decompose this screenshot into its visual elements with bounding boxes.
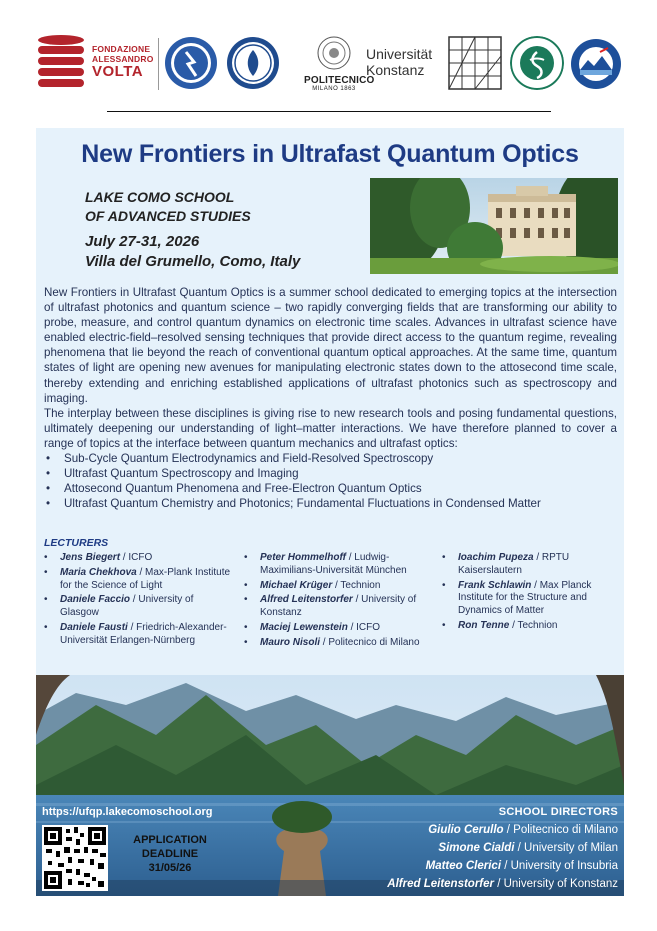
studiorum-seal-icon [510,36,564,90]
description-para-2: The interplay between these disciplines is giving rise to new research tools and posing fundamental questions, ultimately deepening our understanding of light–matter interactions. We have therefore planned to cover a range of topics at the interface between quantum mechanics and ultrafast optics: [44,406,617,450]
konstanz-line2: Konstanz [366,62,425,78]
polimi-name: POLITECNICO [304,75,375,86]
lecturer-name: Jens Biegert [60,552,121,563]
school-directors [387,806,618,893]
lecturer-affiliation: / RPTU Kaiserslautern [458,552,570,576]
lecturer-affiliation: / ICFO [347,621,381,633]
lecturer-affiliation: / University of Glasgow [60,594,194,619]
konstanz-line1: Universität [366,46,433,62]
page-title: New Frontiers in Ultrafast Quantum Optics [81,140,579,168]
school-name [85,188,251,226]
director-item [387,857,618,875]
topic-item: • Sub-Cycle Quantum Electrodynamics and Field-Resolved Spectroscopy [44,451,617,466]
topics-list [44,451,617,511]
lecturer-item [44,552,234,565]
lecturer-name: Michael Krüger [260,579,333,591]
lecturer-affiliation: / Ludwig-Maximilians-Universität München [260,552,407,576]
photonics-institute-seal-icon [570,38,622,90]
lake-photo-footer [36,675,624,896]
director-affiliation: / University of Konstanz [494,878,618,890]
lecturer-name: Ioachim Pupeza [458,552,534,563]
unimi-seal-icon [226,36,280,90]
lecturer-item [244,622,434,635]
deadline-date: 31/05/26 [148,862,192,874]
lecturer-affiliation: / Max-Plank Institute for the Science of Light [60,566,231,591]
lecturer-item [44,622,234,648]
insubria-seal-icon [164,36,218,90]
lecturer-affiliation: / Technion [509,619,558,631]
volta-logo-icon [36,34,86,92]
director-name: Giulio Cerullo [428,824,504,836]
lecturer-item [44,594,234,620]
application-deadline [128,833,212,875]
qr-code-icon [42,825,108,891]
lecturer-affiliation: / Technion [332,579,381,591]
lecturer-item [44,567,234,593]
lecturer-name: Maciej Lewenstein [260,621,348,633]
lecturers-column-1 [44,552,234,650]
lecturer-name: Peter Hommelhoff [260,552,346,563]
director-name: Alfred Leitenstorfer [387,878,494,890]
lecturer-item [442,552,620,578]
school-url-link[interactable]: https://ufqp.lakecomoschool.org [42,806,213,818]
lecturer-name: Daniele Faccio [60,594,131,606]
school-line1: LAKE COMO SCHOOL [85,189,235,205]
lecturer-name: Mauro Nisoli [260,636,321,648]
lecturer-name: Maria Chekhova [60,566,137,578]
lecturer-affiliation: / Friedrich-Alexander-Universität Erlangen-Nürnberg [60,621,227,646]
logo-bar [36,34,626,96]
lecturer-affiliation: / University of Konstanz [260,594,417,619]
directors-heading: SCHOOL DIRECTORS [498,806,618,818]
description [44,285,617,511]
lecturers-column-2 [244,552,434,652]
director-item [387,821,618,839]
director-name: Matteo Clerici [425,860,502,872]
event-info [85,232,300,272]
lecturer-item [244,580,434,593]
lecturer-item [244,637,434,650]
director-affiliation: / Politecnico di Milano [503,824,618,836]
lecturer-item [442,580,620,618]
director-item [387,839,618,857]
director-name: Simone Cialdi [438,842,515,854]
lecturer-item [244,594,434,620]
header-rule [107,111,551,112]
deadline-line1: APPLICATION [133,834,207,846]
polimi-sub: MILANO 1863 [312,86,356,92]
director-affiliation: / University of Insubria [501,860,618,872]
lecturers-heading: LECTURERS [44,537,109,549]
volta-logo-text [92,44,154,80]
konstanz-logo [366,46,432,78]
lecturer-affiliation: / Max Planck Institute for the Structure and Dynamics of Matter [458,579,592,617]
lecturer-name: Frank Schlawin [458,579,532,591]
lecturer-item [244,552,434,578]
topic-item: • Ultrafast Quantum Spectroscopy and Imaging [44,466,617,481]
topic-item: • Attosecond Quantum Phenomena and Free-Electron Quantum Optics [44,481,617,496]
lecturer-name: Alfred Leitenstorfer [260,594,353,606]
volta-line2: ALESSANDRO [92,54,154,64]
lecturer-item [442,620,620,633]
polimi-seal-icon [317,36,351,70]
lecturers-column-3 [442,552,620,635]
main-panel [36,128,624,675]
deadline-line2: DEADLINE [141,848,199,860]
director-item [387,875,618,893]
volta-line1: FONDAZIONE [92,44,151,54]
director-affiliation: / University of Milan [514,842,618,854]
logo-divider [158,38,159,90]
event-venue: Villa del Grumello, Como, Italy [85,253,301,270]
lecturer-affiliation: / ICFO [120,552,153,563]
grid-logo-icon [448,36,502,90]
topic-item: • Ultrafast Quantum Chemistry and Photonics; Fundamental Fluctuations in Condensed Matter [44,496,617,511]
lecturer-name: Ron Tenne [458,619,510,631]
lecturer-affiliation: / Politecnico di Milano [320,636,420,648]
description-para-1: New Frontiers in Ultrafast Quantum Optics is a summer school dedicated to emerging topics at the intersection of ultrafast photonics and quantum science – two rapidly converging fields that are transforming our ability to probe, measure, and control quantum dynamics on electronic time scales. Advances in ultrafast science have enabled electric-field–resolved sensing techniques that provide direct access to the quantum regime, revealing phenomena that lie beyond the reach of conventional quantum optical approaches. At the same time, quantum states of light are opening new avenues for manipulating electronic states down to the attosecond time scale, thereby extending and enriching established applications of ultrafast photonics such as spectroscopy and imaging. [44,286,617,405]
villa-photo [370,178,618,274]
polimi-logo [304,36,375,92]
school-line2: OF ADVANCED STUDIES [85,208,251,224]
lecturer-name: Daniele Fausti [60,621,128,633]
event-dates: July 27-31, 2026 [85,233,200,250]
volta-line3: VOLTA [92,63,144,80]
